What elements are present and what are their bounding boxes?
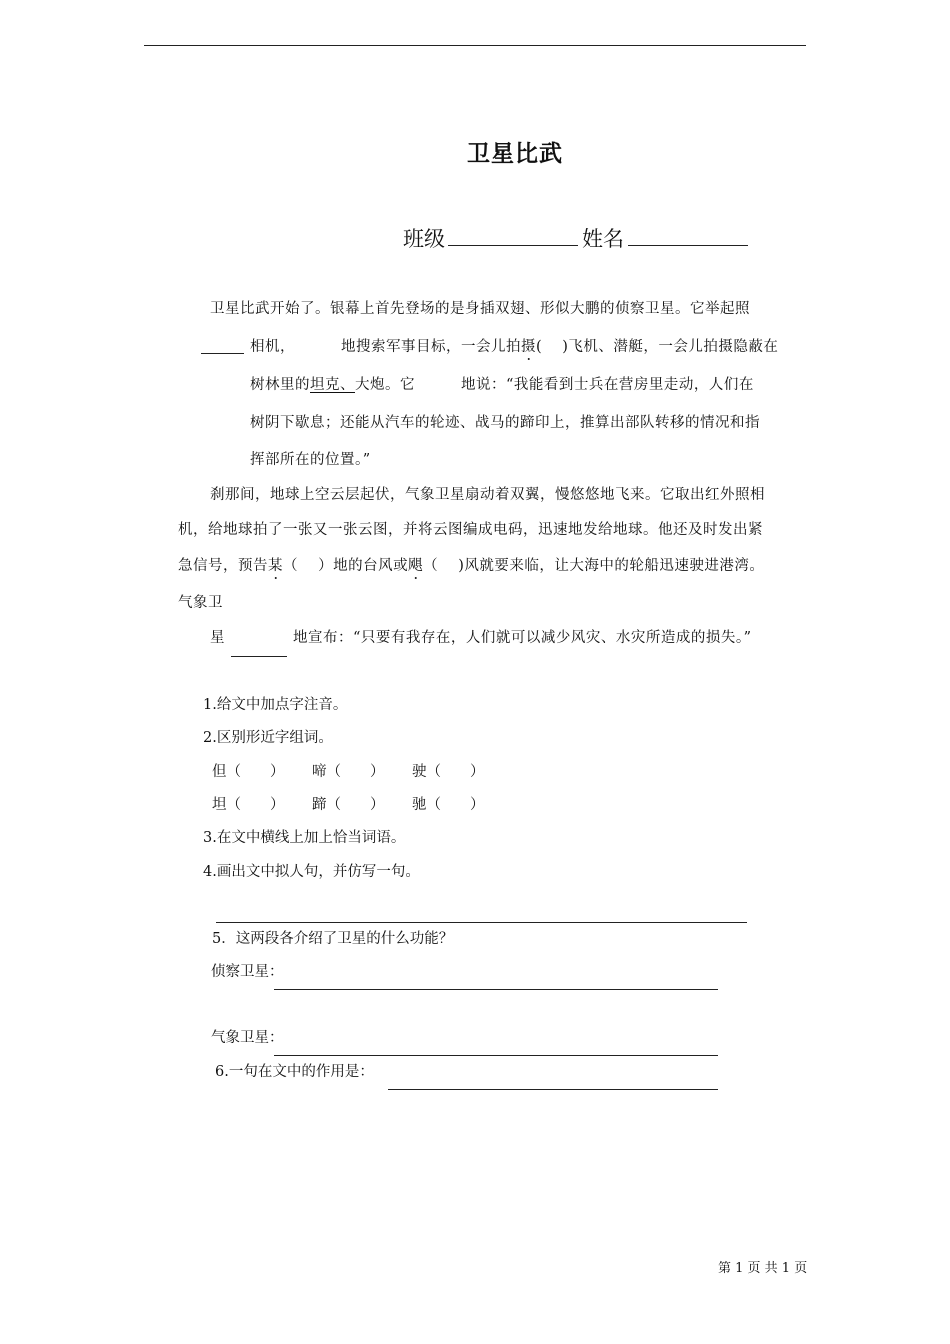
answer-line[interactable] — [388, 1089, 718, 1090]
passage-text: 树林里的 — [250, 377, 310, 393]
passage-text: 急信号，预告 — [178, 558, 268, 574]
question-5: 5．这两段各介绍了卫星的什么功能？ — [212, 931, 454, 947]
passage-line: 机，给地球拍了一张又一张云图，并将云图编成电码，迅速地发给地球。他还及时发出紧 — [178, 522, 763, 538]
class-label: 班级 — [403, 227, 445, 251]
class-blank[interactable] — [448, 245, 578, 246]
passage-text: ( )飞机、潜艇，一会儿拍摄隐蔽在 — [536, 339, 779, 355]
word-item: 驶（ ） — [412, 764, 485, 780]
passage-text: （ ）地的台风或 — [283, 558, 409, 574]
word-item: 驰（ ） — [412, 797, 485, 813]
question-5a-label: 侦察卫星： — [211, 964, 284, 980]
page-title: 卫星比武 — [467, 140, 563, 167]
underlined-text: 坦克、 — [310, 377, 355, 393]
page-footer: 第 1 页 共 1 页 — [718, 1261, 808, 1276]
header-rule — [144, 45, 806, 46]
dotted-char: 某 — [268, 558, 283, 574]
word-item: 啼（ ） — [312, 764, 385, 780]
passage-text: 地说：“我能看到士兵在营房里走动，人们在 — [461, 377, 754, 393]
question-3: 3.在文中横线上加上恰当词语。 — [203, 830, 406, 846]
passage-line — [250, 335, 778, 356]
question-2: 2.区别形近字组词。 — [203, 730, 333, 746]
passage-line: 气象卫 — [178, 595, 223, 611]
passage-line: 刹那间，地球上空云层起伏，气象卫星扇动着双翼，慢悠悠地飞来。它取出红外照相 — [210, 487, 765, 503]
answer-line[interactable] — [274, 989, 718, 990]
name-blank[interactable] — [628, 245, 748, 246]
passage-line: 树阴下歇息；还能从汽车的轮迹、战马的蹄印上，推算出部队转移的情况和指 — [250, 415, 760, 431]
question-5b-label: 气象卫星： — [211, 1030, 284, 1046]
name-label: 姓名 — [582, 227, 624, 251]
passage-text: 相机， — [250, 339, 295, 355]
question-6: 6.一句在文中的作用是： — [215, 1064, 374, 1080]
word-item: 坦（ ） — [212, 797, 285, 813]
answer-line[interactable] — [216, 922, 747, 923]
passage-line: 星 — [210, 630, 225, 646]
passage-line: 地宣布：“只要有我存在，人们就可以减少风灾、水灾所造成的损失。” — [293, 630, 752, 646]
passage-line — [178, 554, 764, 575]
answer-line[interactable] — [274, 1055, 718, 1056]
answer-blank[interactable] — [231, 656, 287, 657]
question-1: 1.给文中加点字注音。 — [203, 697, 348, 713]
dotted-char: 飓 — [408, 558, 424, 574]
word-item: 但（ ） — [212, 764, 285, 780]
passage-text: 地搜索军事目标，一会儿拍 — [341, 339, 521, 355]
passage-text: （ )风就要来临，让大海中的轮船迅速驶进港湾。 — [423, 558, 765, 574]
passage-text: 大炮。它 — [355, 377, 415, 393]
answer-blank[interactable] — [201, 353, 244, 354]
dotted-char: 摄 — [521, 339, 536, 355]
question-4: 4.画出文中拟人句，并仿写一句。 — [203, 864, 420, 880]
word-item: 蹄（ ） — [312, 797, 385, 813]
passage-line: 卫星比武开始了。银幕上首先登场的是身插双翅、形似大鹏的侦察卫星。它举起照 — [210, 301, 750, 317]
passage-line — [250, 373, 754, 394]
passage-line: 挥部所在的位置。” — [250, 452, 371, 468]
